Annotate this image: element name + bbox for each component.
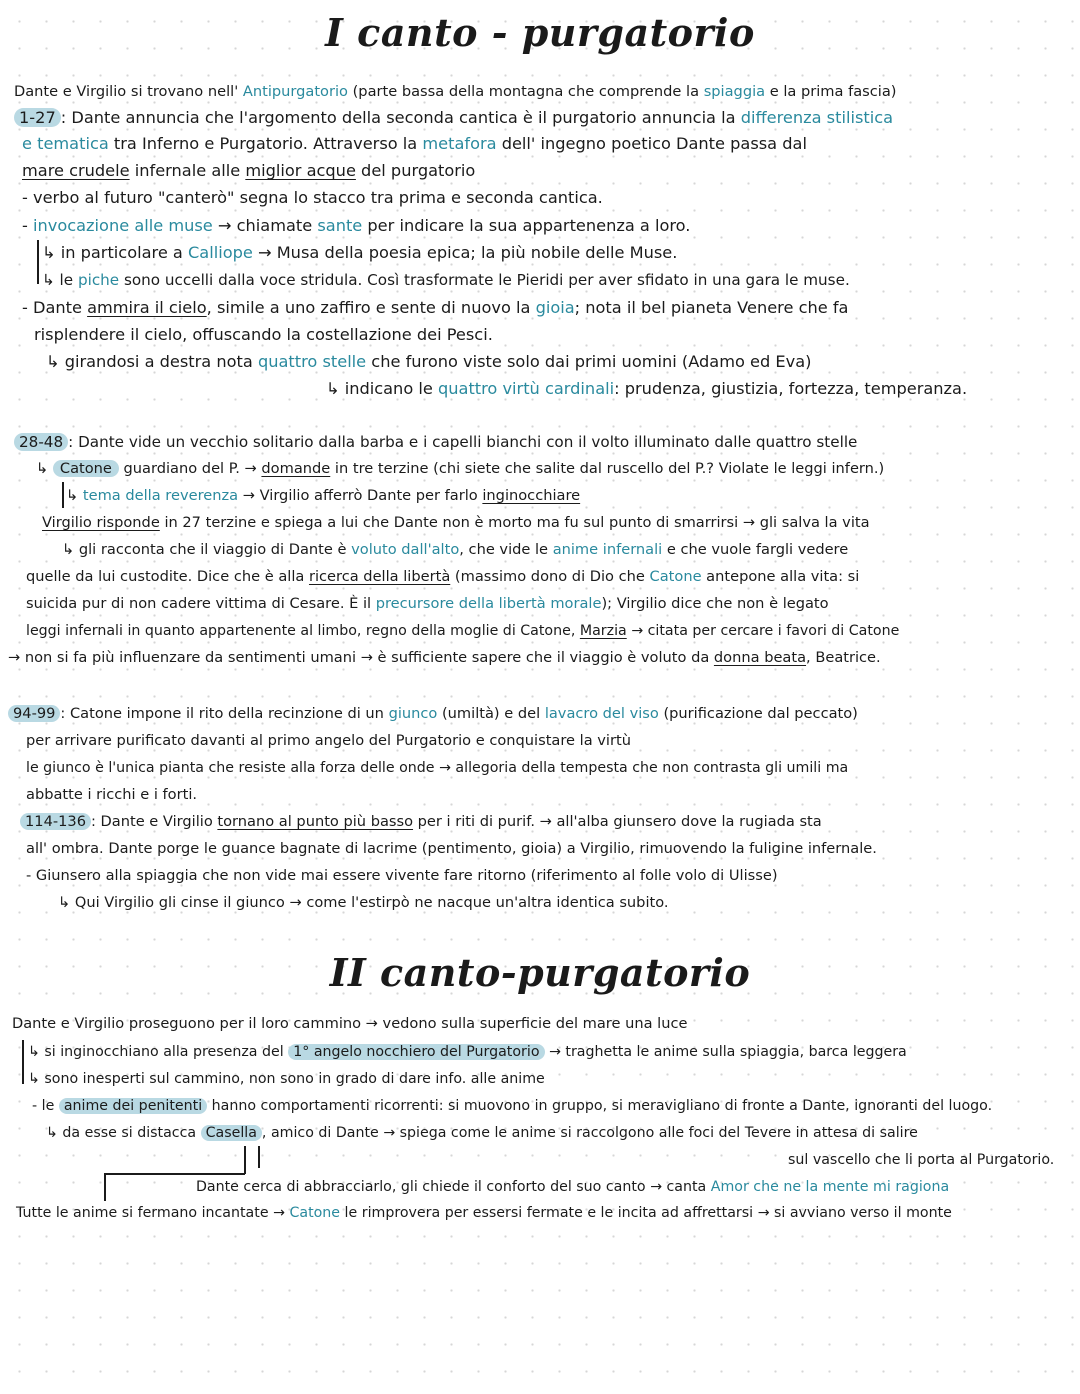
bracket-line [22,1040,24,1084]
s1-line-9: - Dante ammira il cielo, simile a uno zaffiro e sente di nuovo la gioia; nota il bel pianeta Venere che fa [22,298,849,317]
s1-line-11: ↳ girandosi a destra nota quattro stelle che furono viste solo dai primi uomini (Adamo ed Eva) [46,352,812,371]
s4-line-1: Dante e Virgilio proseguono per il loro cammino → vedono sulla superficie del mare una luce [12,1015,688,1032]
s3-line-2: per arrivare purificato davanti al primo angelo del Purgatorio e conquistare la virtù [26,732,631,749]
bracket-line [62,482,64,508]
s2-line-6: quelle da lui custodite. Dice che è alla ricerca della libertà (massimo dono di Dio che Catone antepone alla vita: si [26,568,860,585]
s3-line-3: le giunco è l'unica pianta che resiste alla forza delle onde → allegoria della tempesta che non contrasta gli umili ma [26,760,849,776]
s1-line-10: risplendere il cielo, offuscando la costellazione dei Pesci. [34,325,493,344]
s2-line-1: 28-48 : Dante vide un vecchio solitario dalla barba e i capelli bianchi con il volto illuminato dalle quattro stelle [14,429,857,455]
canto-1-title: I canto - purgatorio [325,10,755,55]
s4-line-4: - le anime dei penitenti hanno comportamenti ricorrenti: si muovono in gruppo, si meravigliano di fronte a Dante, ignoranti del luogo. [32,1098,993,1114]
s2-line-2: ↳ Catone guardiano del P. → domande in tre terzine (chi siete che salite dal ruscello del P.? Violate le leggi infern.) [36,460,885,477]
s4-line-7: Dante cerca di abbracciarlo, gli chiede il conforto del suo canto → canta Amor che ne la mente mi ragiona [196,1179,950,1195]
catone-badge: Catone [53,460,119,477]
canto-2-title: II canto-purgatorio [329,950,751,995]
connector-line [244,1146,246,1174]
verse-badge: 94-99 [8,705,60,722]
bracket-line [37,240,39,284]
s1-line-3: e tematica tra Inferno e Purgatorio. Attraverso la metafora dell' ingegno poetico Dante passa dal [22,134,807,153]
s4-line-3: ↳ sono inesperti sul cammino, non sono in grado di dare info. alle anime [28,1071,545,1087]
s2-line-4: Virgilio risponde in 27 terzine e spiega a lui che Dante non è morto ma fu sul punto di smarrirsi → gli salva la vita [42,514,870,531]
verse-badge: 28-48 [14,433,68,451]
verse-badge: 1-27 [14,108,61,127]
s3-line-5: 114-136 : Dante e Virgilio tornano al punto più basso per i riti di purif. → all'alba giunsero dove la rugiada sta [20,809,822,835]
s2-line-3: ↳ tema della reverenza → Virgilio afferrò Dante per farlo inginocchiare [66,487,581,504]
s1-line-2: 1-27 : Dante annuncia che l'argomento della seconda cantica è il purgatorio annuncia la differenza stilistica [14,105,893,131]
s2-line-7: suicida pur di non cadere vittima di Cesare. È il precursore della libertà morale); Virgilio dice che non è legato [26,595,829,612]
s4-line-2: ↳ si inginocchiano alla presenza del 1° angelo nocchiero del Purgatorio → traghetta le anime sulla spiaggia, barca leggera [28,1044,907,1060]
connector-line [258,1146,260,1168]
s3-line-8: ↳ Qui Virgilio gli cinse il giunco → come l'estirpò ne nacque un'altra identica subito. [58,894,669,911]
s1-line-7: ↳ in particolare a Calliope → Musa della poesia epica; la più nobile delle Muse. [42,243,678,262]
s1-line-1: Dante e Virgilio si trovano nell' Antipurgatorio (parte bassa della montagna che comprende la spiaggia e la prima fascia) [14,83,897,100]
s2-line-9: → non si fa più influenzare da sentimenti umani → è sufficiente sapere che il viaggio è voluto da donna beata, Beatrice. [8,649,881,666]
connector-line [104,1173,106,1201]
s1-line-12: ↳ indicano le quattro virtù cardinali: prudenza, giustizia, fortezza, temperanza. [326,379,968,398]
s2-line-5: ↳ gli racconta che il viaggio di Dante è voluto dall'alto, che vide le anime infernali e che vuole fargli vedere [62,541,849,558]
s1-line-4: mare crudele infernale alle miglior acque del purgatorio [22,161,476,180]
verse-badge: 114-136 [20,813,91,830]
s3-line-6: all' ombra. Dante porge le guance bagnate di lacrime (pentimento, gioia) a Virgilio, rimuovendo la fuligine infernale. [26,840,877,857]
s1-line-8: ↳ le piche sono uccelli dalla voce stridula. Così trasformate le Pieridi per aver sfidato in una gara le muse. [42,271,850,289]
s4-line-5: ↳ da esse si distacca Casella , amico di Dante → spiega come le anime si raccolgono alle foci del Tevere in attesa di salire [46,1125,918,1141]
s3-line-1: 94-99 : Catone impone il rito della recinzione di un giunco (umiltà) e del lavacro del viso (purificazione dal peccato) [8,701,858,727]
angel-badge: 1° angelo nocchiero del Purgatorio [288,1044,544,1060]
casella-badge: Casella [201,1125,262,1141]
s4-line-6: sul vascello che li porta al Purgatorio. [788,1152,1055,1168]
s4-line-8: Tutte le anime si fermano incantate → Catone le rimprovera per essersi fermate e le incita ad affrettarsi → si avviano verso il monte [16,1205,952,1221]
s3-line-4: abbatte i ricchi e i forti. [26,786,198,803]
s2-line-8: leggi infernali in quanto appartenente al limbo, regno della moglie di Catone, Marzia → citata per cercare i favori di Catone [26,623,900,639]
s3-line-7: - Giunsero alla spiaggia che non vide mai essere vivente fare ritorno (riferimento al folle volo di Ulisse) [26,867,778,884]
penitents-badge: anime dei penitenti [59,1098,207,1114]
s1-line-5: - verbo al futuro "canterò" segna lo stacco tra prima e seconda cantica. [22,188,603,207]
s1-line-6: - invocazione alle muse → chiamate sante per indicare la sua appartenenza a loro. [22,216,691,235]
